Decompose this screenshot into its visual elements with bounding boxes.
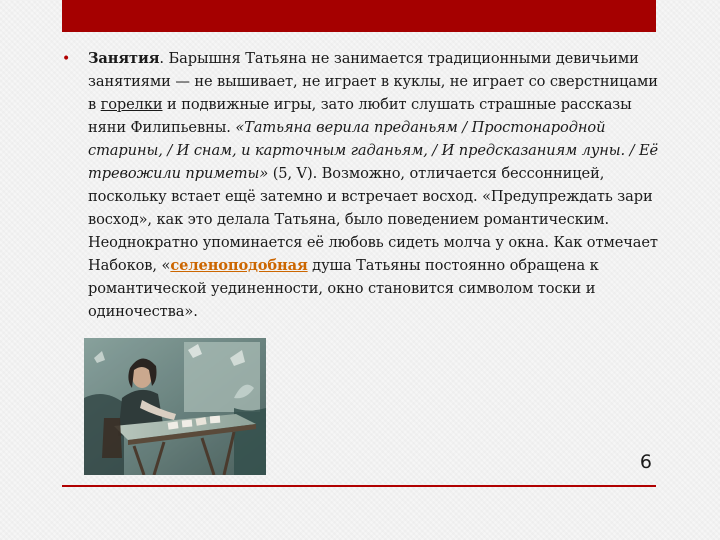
lead-term: Занятия [88,50,160,67]
link-selenopodobnaya[interactable]: селеноподобная [170,257,308,274]
text-segment-3: (5, V). Возможно, отличается бессонницей, поскольку встает ещё затемно и встречает восход. «Предупреждать зари восход», как это делала Татьяна, было поведением романтическим. Неоднократно упоминается её любовь сидеть молча у окна. Как отмечает Набоков, « [88,165,658,274]
bottom-accent-rule [62,485,656,487]
text-segment-1: . Барышня Татьяна не занимается традиционными девичьими занятиями — не вышивает, не играет в куклы, не играет со сверстницами в [88,50,658,113]
bullet-marker: • [62,51,71,67]
link-gorelki[interactable]: горелки [100,96,163,113]
bullet-item [62,47,662,323]
girl-at-table-painting [84,338,266,475]
top-accent-bar [62,0,656,32]
page-number: 6 [639,451,652,473]
text-segment-4: душа Татьяны постоянно обращена к романтической уединенности, окно становится символом тоски и одиночества». [88,257,599,320]
text-segment-2: и подвижные игры, зато любит слушать страшные рассказы няни Филипьевны. [88,96,632,136]
body-paragraph [88,47,662,323]
pushkin-quote: «Татьяна верила преданьям / Простонародной старины, / И снам, и карточным гаданьям, / И предсказаниям луны. / Её тревожили приметы» [88,119,659,182]
